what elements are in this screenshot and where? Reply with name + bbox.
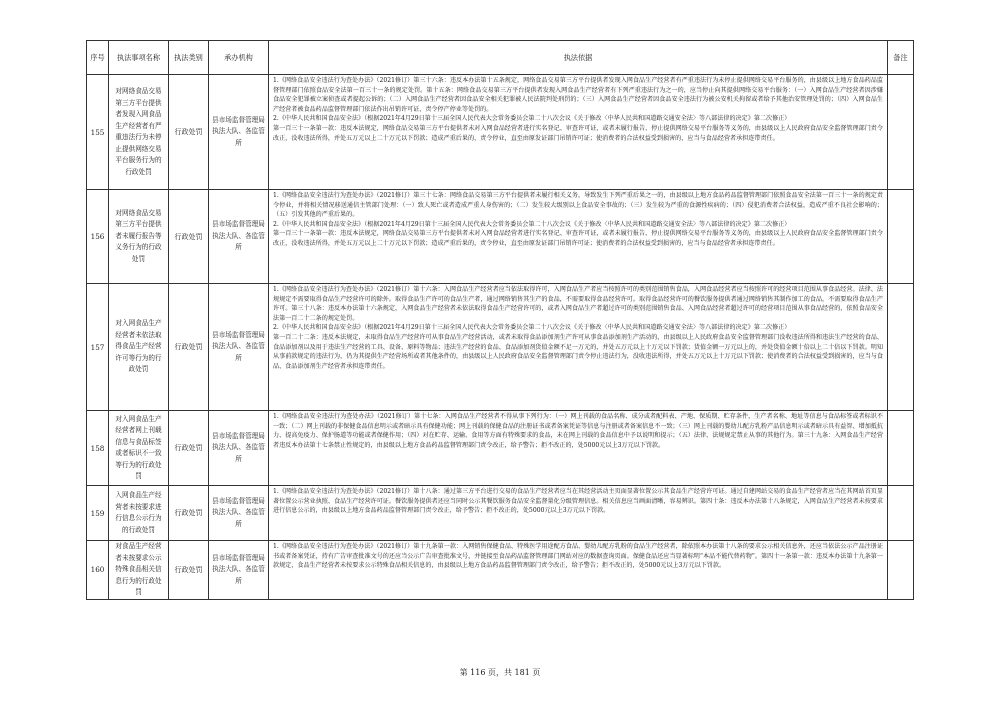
basis-paragraph: 1.《网络食品安全违法行为查处办法》（2021修订）第十七条：入网食品生产经营者不得从事下列行为：（一）网上刊载的食品名称、成分或者配料表、产地、保质期、贮存条件，生产者名称、地址等信息与食品标签或者标识不一致；（二）网上刊载的非保健食品信息明示或者暗示具有保健功能；网上刊载的保健食品的注册证书或者备案凭证等信息与注册或者备案信息不一致；（三）网上刊载的婴幼儿配方乳粉产品信息明示或者暗示具有益智、增加抵抗力、提高免疫力、保护肠道等功能或者保健作用；（四）对在贮存、运输、食用等方面有特殊要求的食品，未在网上刊载的食品信息中予以说明和提示；（五）法律、法规规定禁止从事的其他行为。第三十九条：入网食品生产经营者违反本办法第十七条禁止性规定的，由县级以上地方食品药品监督管理部门责令改正，给予警告；拒不改正的，处5000元以上3万元以下罚款。: [273, 413, 883, 449]
basis-paragraph: 第一百二十二条：违反本法规定，未取得食品生产经营许可从事食品生产经营活动，或者未取得食品添加剂生产许可从事食品添加剂生产活动的，由县级以上人民政府食品安全监督管理部门没收违法所得和违法生产经营的食品、食品添加剂以及用于违法生产经营的工具、设备、原料等物品；违法生产经营的食品、食品添加剂货值金额不足一万元的，并处五万元以上十万元以下罚款；货值金额一万元以上的，并处货值金额十倍以上二十倍以下罚款。明知从事前款规定的违法行为，仍为其提供生产经营场所或者其他条件的，由县级以上人民政府食品安全监督管理部门责令停止违法行为，没收违法所得，并处五万元以上十万元以下罚款；使消费者的合法权益受到损害的，应当与食品、食品添加剂生产经营者承担连带责任。: [273, 333, 883, 370]
row-number: 159: [87, 486, 109, 541]
basis-paragraph: 2.《中华人民共和国食品安全法》（根据2021年4月29日第十三届全国人民代表大会常务委员会第二十八次会议《关于修改〈中华人民共和国道路交通安全法〉等八部法律的决定》第二次修正）: [273, 324, 791, 332]
item-name: 对网络食品交易第三方平台提供者发现入网食品生产经营者有严重违法行为未停止提供网络交易平台服务行为的行政处罚: [109, 75, 169, 190]
item-note: [888, 411, 914, 486]
row-number: 156: [87, 190, 109, 284]
table-header-row: [87, 41, 914, 75]
item-name: 对网络食品交易第三方平台提供者未履行报告等义务行为的行政处罚: [109, 190, 169, 284]
item-basis: [269, 284, 888, 411]
header-name: 执法事项名称: [109, 41, 169, 75]
item-basis: [269, 541, 888, 600]
item-basis: [269, 75, 888, 190]
table-row: [87, 284, 914, 411]
table-row: [87, 190, 914, 284]
item-note: [888, 190, 914, 284]
item-note: [888, 486, 914, 541]
item-org: 县市场监督管理局执法大队、各监管所: [209, 75, 269, 190]
item-category: 行政处罚: [169, 411, 209, 486]
header-note: 备注: [888, 41, 914, 75]
item-org: 县市场监督管理局执法大队、各监管所: [209, 541, 269, 600]
basis-paragraph: 1.《网络食品安全违法行为查处办法》（2021修订）第十六条：入网食品生产经营者应当依法取得许可，入网食品生产者应当按照许可的类别范围销售食品，入网食品经营者应当按照许可的经营项目范围从事食品经营。法律、法规规定不需要取得食品生产经营许可的除外。取得食品生产许可的食品生产者，通过网络销售其生产的食品，不需要取得食品经营许可。取得食品经营许可的餐饮服务提供者通过网络销售其制作加工的食品，不需要取得食品生产许可。第三十八条：违反本办法第十六条规定，入网食品生产经营者未依法取得食品生产经营许可的，或者入网食品生产者超过许可的类别范围销售食品、入网食品经营者超过许可的经营项目范围从事食品经营的，依照食品安全法第一百二十二条的规定处罚。: [273, 286, 883, 322]
item-category: 行政处罚: [169, 541, 209, 600]
table-row: [87, 541, 914, 600]
item-basis: [269, 190, 888, 284]
basis-paragraph: 1.《网络食品安全违法行为查处办法》（2021修订）第三十七条：网络食品交易第三方平台提供者未履行相关义务，导致发生下列严重后果之一的，由县级以上地方食品药品监督管理部门依照食品安全法第一百三十一条的规定责令停业，并将相关情况移送通信主管部门处理：（一）致人死亡或者造成严重人身伤害的；（二）发生较大级别以上食品安全事故的；（三）发生较为严重的食源性疾病的；（四）侵犯消费者合法权益，造成严重不良社会影响的；（五）引发其他的严重后果的。: [273, 192, 883, 219]
row-number: 157: [87, 284, 109, 411]
header-no: 序号: [87, 41, 109, 75]
item-category: 行政处罚: [169, 190, 209, 284]
row-number: 155: [87, 75, 109, 190]
item-note: [888, 541, 914, 600]
item-org: 县市场监督管理局执法大队、各监管所: [209, 486, 269, 541]
basis-paragraph: 1.《网络食品安全违法行为查处办法》（2021修订）第三十六条：违反本办法第十五条规定，网络食品交易第三方平台提供者发现入网食品生产经营者有严重违法行为未停止提供网络交易平台服务的，由县级以上地方食品药品监督管理部门依照食品安全法第一百三十一条的规定处罚。第十五条：网络食品交易第三方平台提供者发现入网食品生产经营者有下列严重违法行为之一的，应当停止向其提供网络交易平台服务：（一）入网食品生产经营者因涉嫌食品安全犯罪被立案侦查或者提起公诉的；（二）入网食品生产经营者因食品安全相关犯罪被人民法院判处刑罚的；（三）入网食品生产经营者因食品安全违法行为被公安机关拘留或者给予其他治安管理处罚的；（四）入网食品生产经营者被食品药品监督管理部门依法作出吊销许可证、责令停产停业等处罚的。: [273, 77, 883, 113]
item-name: 入网食品生产经营者未按要求进行信息公示行为的行政处罚: [109, 486, 169, 541]
header-basis: 执法依据: [269, 41, 888, 75]
basis-paragraph: 第一百三十一条第一款：违反本法规定，网络食品交易第三方平台提供者未对入网食品经营者进行实名登记、审查许可证，或者未履行报告、停止提供网络交易平台服务等义务的，由县级以上人民政府食品安全监督管理部门责令改正，没收违法所得，并处五万元以上二十万元以下罚款；造成严重后果的，责令停业，直至由原发证部门吊销许可证；使消费者的合法权益受到损害的，应当与食品经营者承担连带责任。: [273, 230, 883, 247]
item-note: [888, 75, 914, 190]
item-note: [888, 284, 914, 411]
header-category: 执法类别: [169, 41, 209, 75]
item-org: 县市场监督管理局执法大队、各监管所: [209, 411, 269, 486]
basis-paragraph: 2.《中华人民共和国食品安全法》（根据2021年4月29日第十三届全国人民代表大会常务委员会第二十八次会议《关于修改〈中华人民共和国道路交通安全法〉等八部法律的决定》第二次修正）: [273, 220, 791, 228]
row-number: 160: [87, 541, 109, 600]
basis-paragraph: 1.《网络食品安全违法行为查处办法》（2021修订）第十八条：通过第三方平台进行交易的食品生产经营者应当在其经营活动主页面显著位置公示其食品生产经营许可证。通过自建网站交易的食品生产经营者应当在其网站首页显著位置公示营业执照、食品生产经营许可证。餐饮服务提供者还应当同时公示其餐饮服务食品安全监督量化分级管理信息。相关信息应当画面清晰，容易辨识。第四十条：违反本办法第十八条规定，入网食品生产经营者未按要求进行信息公示的，由县级以上地方食品药品监督管理部门责令改正，给予警告；拒不改正的，处5000元以上3万元以下罚款。: [273, 488, 883, 515]
basis-paragraph: 1.《网络食品安全违法行为查处办法》（2021修订）第十九条第一款：入网销售保健食品、特殊医学用途配方食品、婴幼儿配方乳粉的食品生产经营者，除依照本办法第十八条的要求公示相关信息外，还应当依法公示产品注册证书或者备案凭证，持有广告审查批准文号的还应当公示广告审查批准文号，并链接至食品药品监督管理部门网站对应的数据查询页面。保健食品还应当显著标明“本品不能代替药物”。第四十一条第一款：违反本办法第十九条第一款规定，食品生产经营者未按要求公示特殊食品相关信息的，由县级以上地方食品药品监督管理部门责令改正，给予警告；拒不改正的，处5000元以上3万元以下罚款。: [273, 543, 883, 570]
row-number: 158: [87, 411, 109, 486]
item-basis: [269, 411, 888, 486]
item-name: 对食品生产经营者未按要求公示特殊食品相关信息行为的行政处罚: [109, 541, 169, 600]
item-name: 对入网食品生产经营者网上刊载信息与食品标签或者标识不一致等行为的行政处罚: [109, 411, 169, 486]
enforcement-table: [86, 40, 914, 600]
item-org: 县市场监督管理局执法大队、各监管所: [209, 284, 269, 411]
basis-paragraph: 2.《中华人民共和国食品安全法》（根据2021年4月29日第十三届全国人民代表大会常务委员会第二十八次会议《关于修改〈中华人民共和国道路交通安全法〉等八部法律的决定》第二次修正）: [273, 115, 791, 123]
table-row: [87, 75, 914, 190]
item-category: 行政处罚: [169, 284, 209, 411]
item-category: 行政处罚: [169, 486, 209, 541]
table-row: [87, 411, 914, 486]
item-category: 行政处罚: [169, 75, 209, 190]
item-org: 县市场监督管理局执法大队、各监管所: [209, 190, 269, 284]
page-footer: 第 116 页，共 181 页: [459, 668, 541, 677]
header-org: 承办机构: [209, 41, 269, 75]
table-row: [87, 486, 914, 541]
basis-paragraph: 第一百三十一条第一款：违反本法规定，网络食品交易第三方平台提供者未对入网食品经营者进行实名登记、审查许可证，或者未履行报告、停止提供网络交易平台服务等义务的，由县级以上人民政府食品安全监督管理部门责令改正，没收违法所得，并处五万元以上二十万元以下罚款；造成严重后果的，责令停业，直至由原发证部门吊销许可证；使消费者的合法权益受到损害的，应当与食品经营者承担连带责任。: [273, 124, 883, 142]
item-name: 对入网食品生产经营者未依法取得食品生产经营许可等行为的行政处罚: [109, 284, 169, 411]
item-basis: [269, 486, 888, 541]
